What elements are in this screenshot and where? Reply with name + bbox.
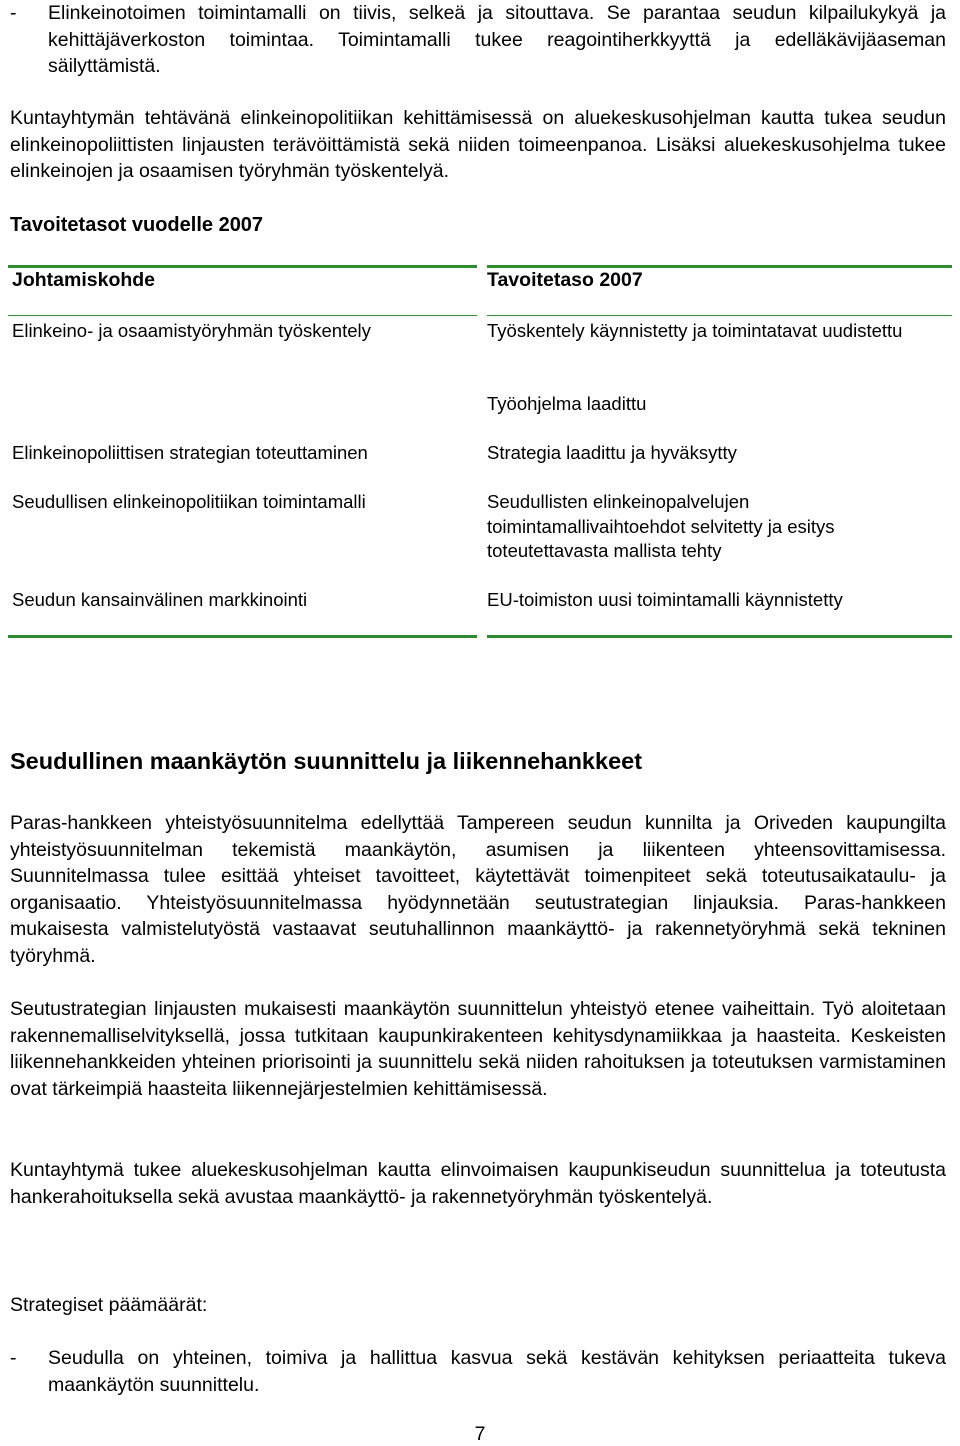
intro-bullet-item <box>0 0 960 80</box>
table-row-subject: Seudullisen elinkeinopolitiikan toimintamalli <box>12 491 366 512</box>
column-header-subject: Johtamiskohde <box>12 269 156 291</box>
goals-label: Strategiset päämäärät: <box>10 1294 208 1316</box>
targets-heading: Tavoitetasot vuodelle 2007 <box>10 214 264 236</box>
page-number: 7 <box>474 1423 486 1445</box>
goal-bullet-item <box>0 1345 960 1401</box>
section-paragraph: Kuntayhtymä tukee aluekeskusohjelman kautta elinvoimaisen kaupunkiseudun suunnittelua ja toteutusta hankerahoituksella sekä avustaa maankäyttö- ja rakennetyöryhmän työskentelyä. <box>10 1159 946 1208</box>
bullet-dash: - <box>10 1347 17 1369</box>
column-header-target: Tavoitetaso 2007 <box>487 269 643 291</box>
intro-paragraph: Kuntayhtymän tehtävänä elinkeinopolitiikan kehittämisessä on aluekeskusohjelman kautta tukea seudun elinkeinopoliittisten linjausten terävöittämistä sekä niiden toimeenpanoa. Lisäksi aluekeskusohjelma tukee elinkeinojen ja osaamisen työryhmän työskentelyä. <box>10 107 946 182</box>
table-row-target: Työskentely käynnistetty ja toimintatavat uudistettu <box>487 320 903 341</box>
table-row-target: Seudullisten elinkeinopalvelujen toimintamallivaihtoehdot selvitetty ja esitys toteutettavasta mallista tehty <box>487 491 835 561</box>
table-row-subject: Elinkeino- ja osaamistyöryhmän työskentely <box>12 320 371 341</box>
intro-bullet-text: Elinkeinotoimen toimintamalli on tiivis, selkeä ja sitouttava. Se parantaa seudun kilpailukykyä ja kehittäjäverkoston toimintaa. Toimintamalli tukee reagointiherkkyyttä ja edelläkävijäaseman säilyttämistä. <box>48 2 946 77</box>
table-row-target: Strategia laadittu ja hyväksytty <box>487 442 737 463</box>
table-row-target: Työohjelma laadittu <box>487 393 647 414</box>
section-heading: Seudullinen maankäytön suunnittelu ja liikennehankkeet <box>10 748 643 774</box>
table-row-subject: Seudun kansainvälinen markkinointi <box>12 589 308 610</box>
goal-bullet-text: Seudulla on yhteinen, toimiva ja hallittua kasvua sekä kestävän kehityksen periaatteita tukeva maankäytön suunnittelu. <box>48 1347 946 1396</box>
table-row-subject: Elinkeinopoliittisen strategian toteuttaminen <box>12 442 368 463</box>
table-row-target: EU-toimiston uusi toimintamalli käynnistetty <box>487 589 843 610</box>
section-paragraph: Seutustrategian linjausten mukaisesti maankäytön suunnittelun yhteistyö etenee vaiheittain. Työ aloitetaan rakennemalliselvityksellä, jossa tutkitaan kaupunkirakenteen kehitysdynamiikkaa ja haasteita. Keskeisten liikennehankkeiden yhteinen priorisointi ja suunnittelu sekä niiden rahoituksen ja toteutuksen varmistaminen ovat tärkeimpiä haasteita liikennejärjestelmien kehittämisessä. <box>10 998 946 1100</box>
bullet-dash: - <box>10 2 17 24</box>
section-paragraph: Paras-hankkeen yhteistyösuunnitelma edellyttää Tampereen seudun kunnilta ja Oriveden kaupungilta yhteistyösuunnitelman tekemistä maankäytön, asumisen ja liikenteen yhteensovittamisessa. Suunnitelmassa tulee esittää yhteiset tavoitteet, käytettävät toimenpiteet sekä toteutusaikataulu- ja organisaatio. Yhteistyösuunnitelmassa hyödynnetään seutustrategian linjauksia. Paras-hankkeen mukaisesta valmistelutyöstä vastaavat seutuhallinnon maankäyttö- ja rakennetyöryhmä sekä tekninen työryhmä. <box>10 812 946 967</box>
